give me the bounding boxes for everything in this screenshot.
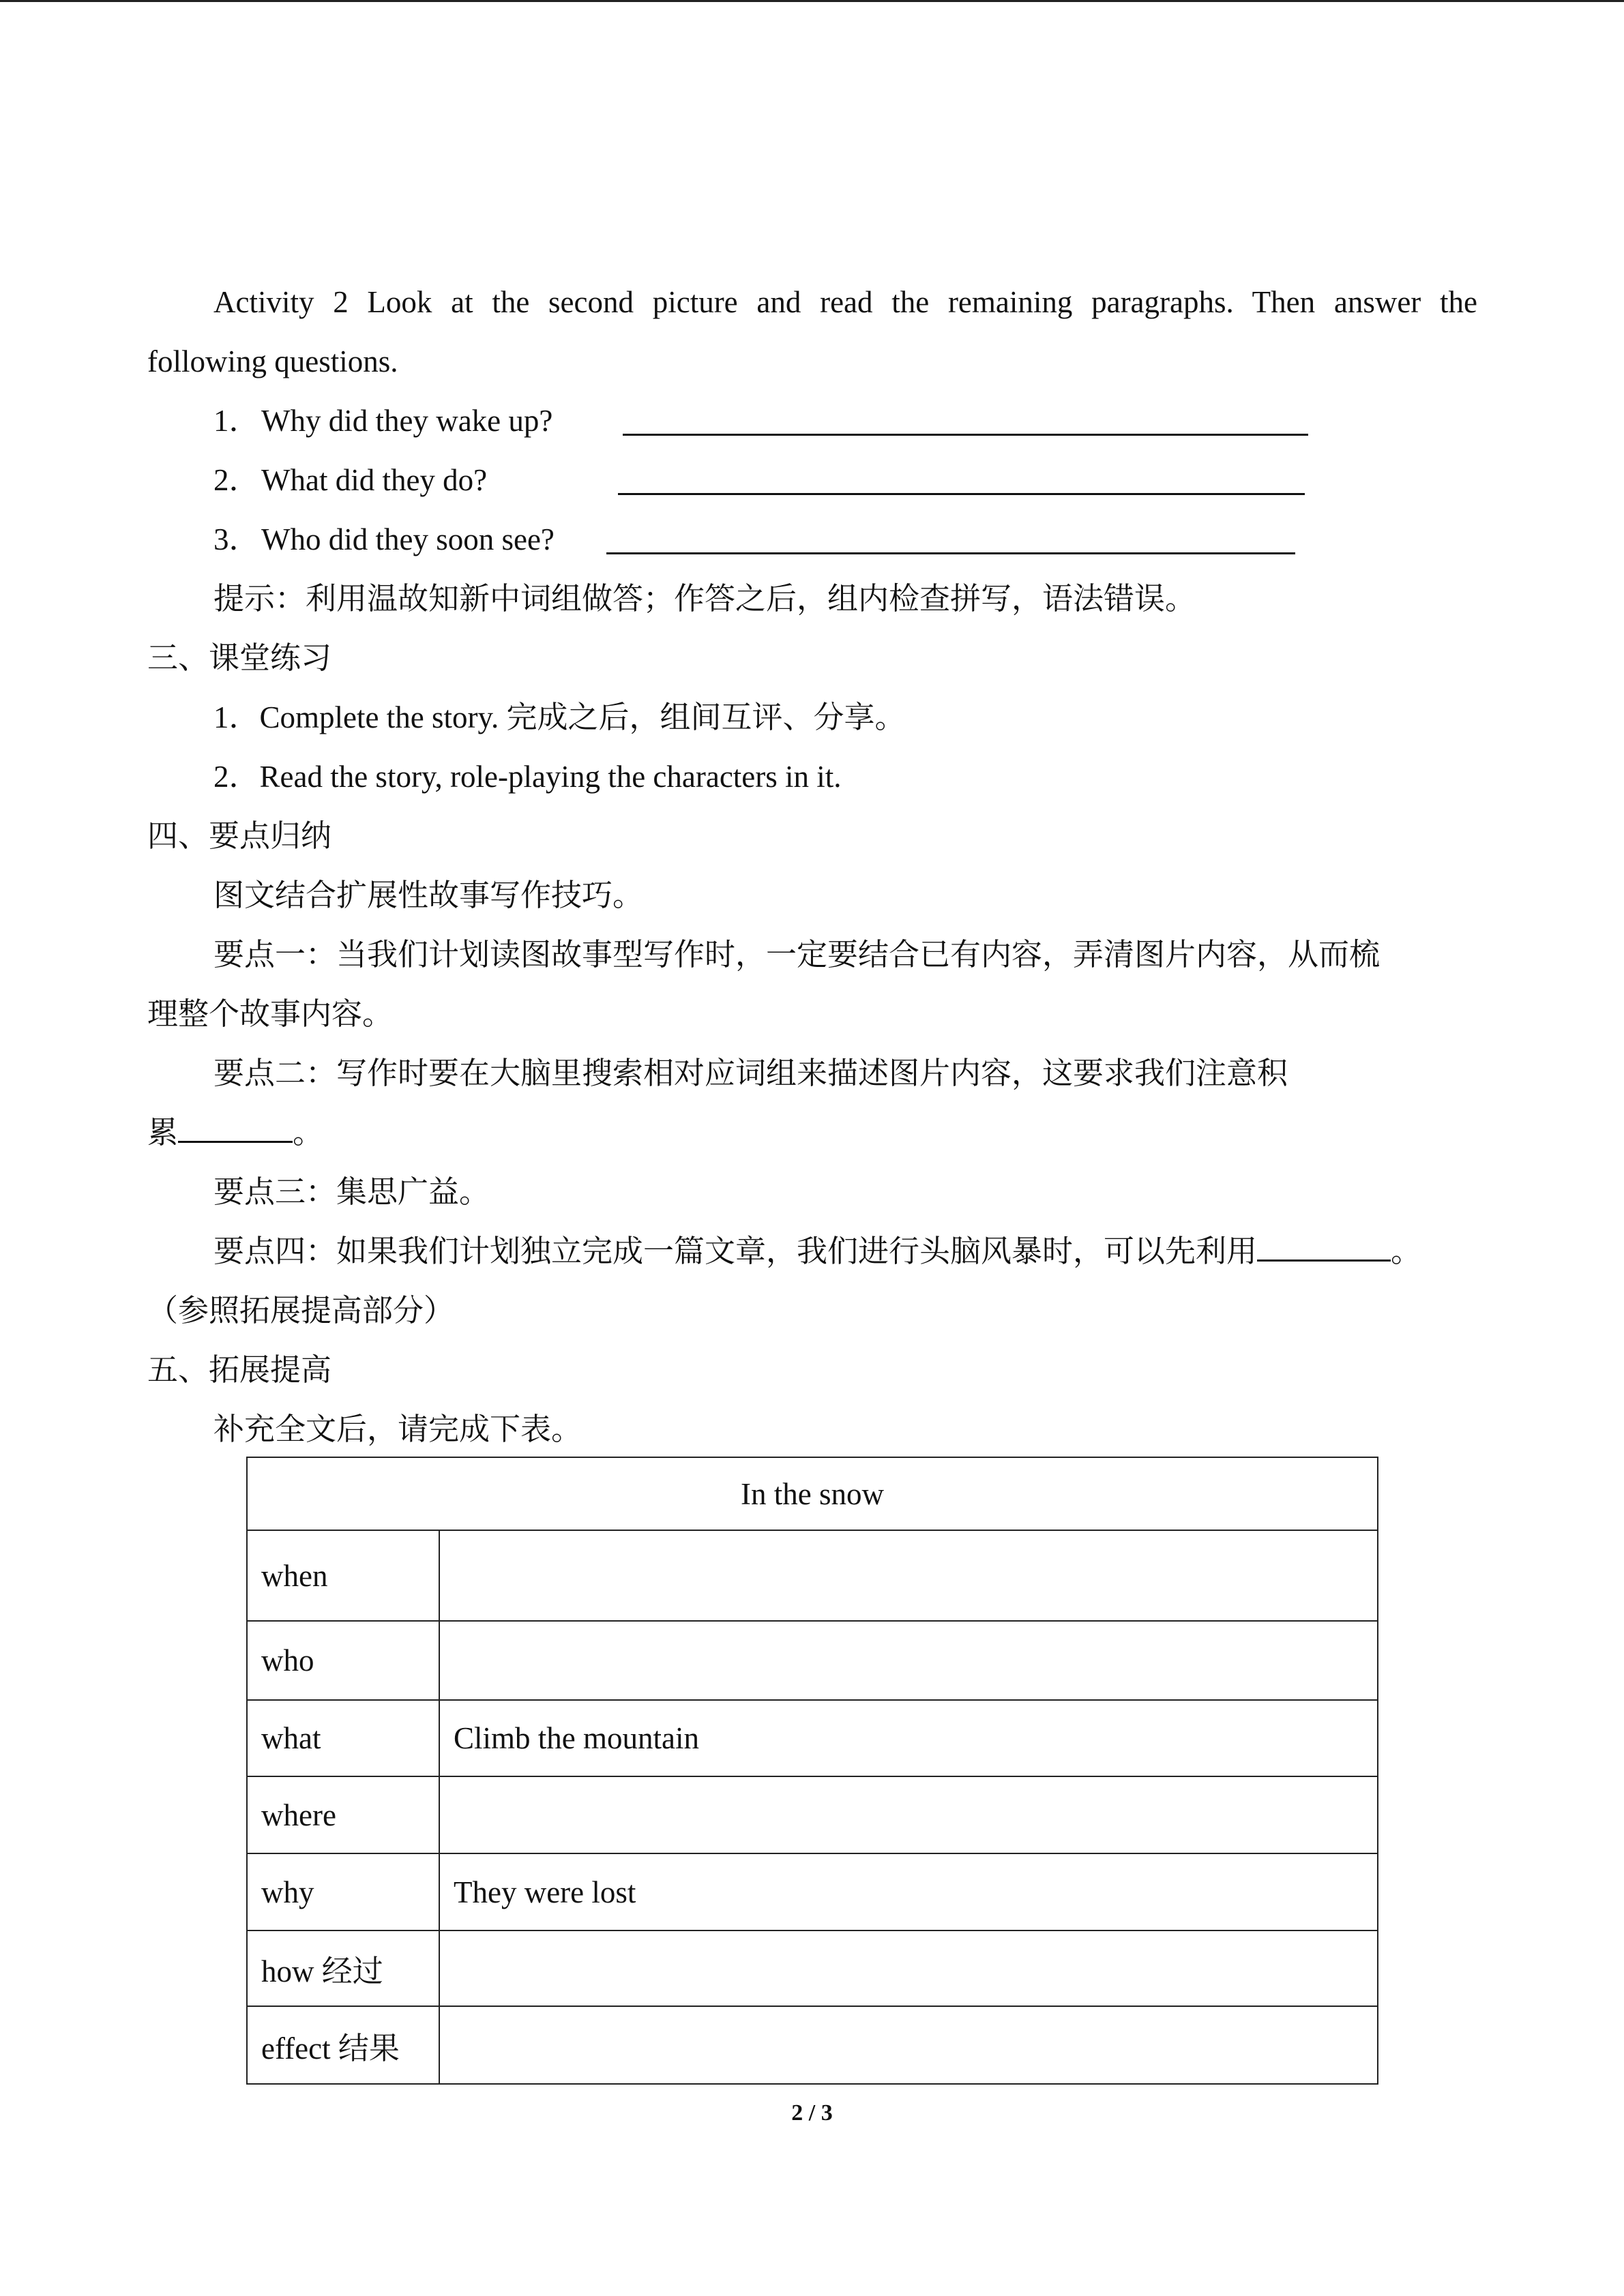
row-value[interactable] [439, 1621, 1378, 1700]
row-label: where [247, 1776, 439, 1853]
story-elements-table [246, 1457, 1378, 2085]
question-number: 1． [213, 404, 260, 438]
question-2 [147, 451, 1477, 510]
point4-line2: （参照拓展提高部分） [147, 1294, 455, 1328]
top-border-line [0, 0, 1624, 2]
table-row [247, 1700, 1378, 1776]
point1-line1: 要点一：当我们计划读图故事型写作时，一定要结合已有内容，弄清图片内容，从而梳 [213, 938, 1381, 972]
row-label: effect 结果 [247, 2006, 439, 2084]
hint-text: 提示：利用温故知新中词组做答；作答之后，组内检查拼写，语法错误。 [213, 582, 1196, 616]
section4-heading: 四、要点归纳 [147, 819, 332, 853]
page-number: 2 / 3 [791, 2100, 833, 2126]
row-value[interactable] [439, 2006, 1378, 2084]
row-value[interactable]: They were lost [439, 1853, 1378, 1930]
section3-item-2: 2．Read the story, role-playing the characters in it. [213, 760, 842, 794]
question-1 [147, 391, 1477, 451]
question-number: 3． [213, 522, 260, 556]
row-label: how 经过 [247, 1930, 439, 2006]
row-label: when [247, 1530, 439, 1621]
section5-intro: 补充全文后，请完成下表。 [213, 1412, 582, 1446]
table-row [247, 1930, 1378, 2006]
point2-line1: 要点二：写作时要在大脑里搜索相对应词组来描述图片内容，这要求我们注意积 [213, 1056, 1288, 1090]
point2-line2 [147, 1103, 1477, 1163]
point4-line1 [147, 1222, 1477, 1281]
document-body [147, 273, 1477, 1459]
fill-blank-use[interactable] [1257, 1227, 1391, 1262]
row-value[interactable] [439, 1930, 1378, 2006]
fill-blank-accumulate[interactable] [178, 1108, 293, 1143]
answer-blank-3[interactable] [606, 552, 1295, 554]
table-row [247, 1621, 1378, 1700]
answer-blank-1[interactable] [623, 434, 1308, 436]
row-label: who [247, 1621, 439, 1700]
section3-item-1: 1．Complete the story. 完成之后，组间互评、分享。 [213, 700, 906, 734]
point2-prefix: 累 [147, 1116, 179, 1150]
point3: 要点三：集思广益。 [213, 1175, 490, 1209]
point4-prefix: 要点四：如果我们计划独立完成一篇文章，我们进行头脑风暴时，可以先利用 [213, 1234, 1258, 1268]
row-value[interactable] [439, 1530, 1378, 1621]
point4-suffix: 。 [1391, 1234, 1422, 1268]
point2-suffix: 。 [293, 1116, 324, 1150]
answer-blank-2[interactable] [618, 493, 1305, 495]
point1-line2: 理整个故事内容。 [147, 997, 394, 1031]
table-row [247, 2006, 1378, 2084]
table-row [247, 1853, 1378, 1930]
table-title: In the snow [247, 1457, 1378, 1530]
table-title-row [247, 1457, 1378, 1530]
question-3 [147, 510, 1477, 569]
activity-instruction-line1: Activity 2 Look at the second picture and read the remaining paragraphs. Then answer the [213, 285, 1477, 319]
question-text: Why did they wake up? [261, 404, 553, 438]
question-number: 2． [213, 463, 260, 497]
question-text: Who did they soon see? [261, 522, 555, 556]
activity-instruction-line2: following questions. [147, 344, 398, 378]
section5-heading: 五、拓展提高 [147, 1353, 332, 1387]
row-value[interactable]: Climb the mountain [439, 1700, 1378, 1776]
row-label: why [247, 1853, 439, 1930]
section3-heading: 三、课堂练习 [147, 641, 332, 675]
row-label: what [247, 1700, 439, 1776]
section4-intro: 图文结合扩展性故事写作技巧。 [213, 878, 644, 912]
question-text: What did they do? [261, 463, 488, 497]
table-row [247, 1776, 1378, 1853]
row-value[interactable] [439, 1776, 1378, 1853]
table-row [247, 1530, 1378, 1621]
